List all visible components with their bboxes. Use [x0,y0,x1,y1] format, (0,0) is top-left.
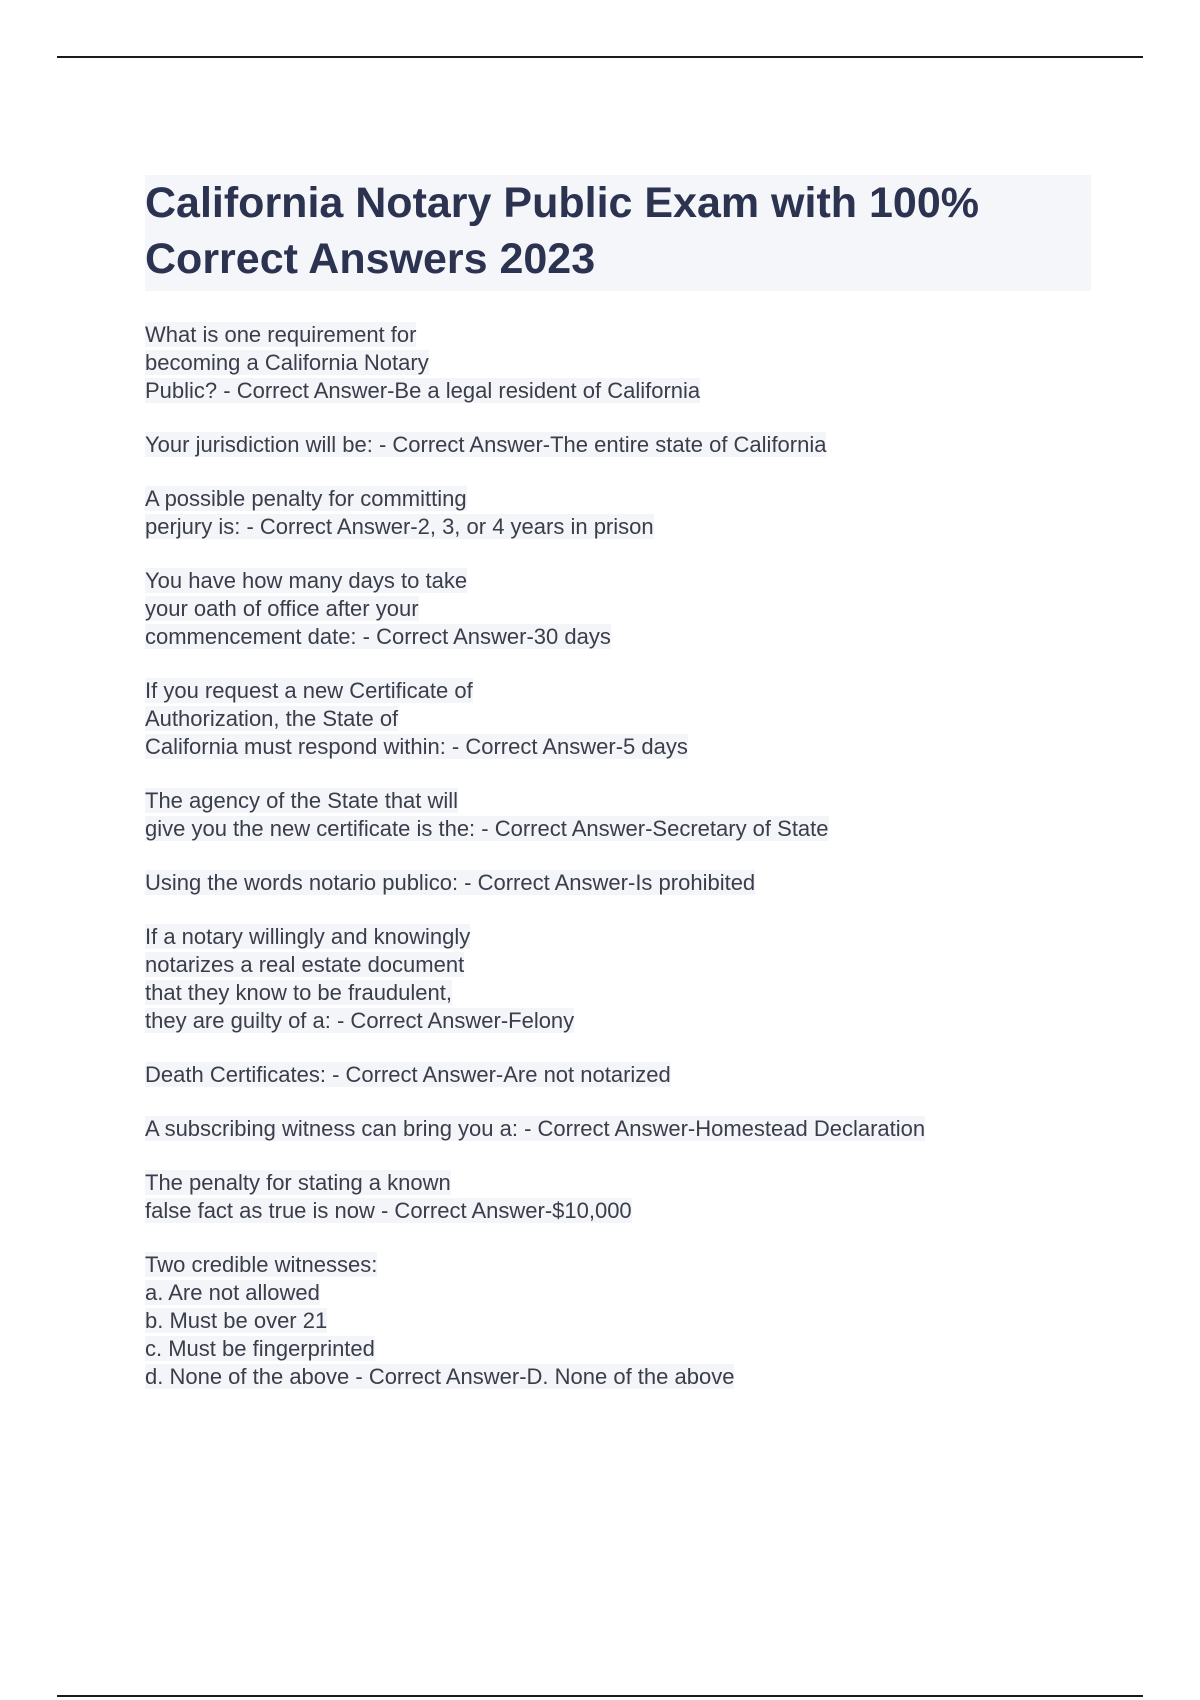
qa-line-text: Two credible witnesses: [145,1252,378,1277]
bottom-rule [57,1695,1143,1697]
qa-line-text: d. None of the above - Correct Answer-D. None of the above [145,1364,735,1389]
qa-item [145,1115,1085,1143]
qa-item [145,321,1085,405]
qa-item [145,787,1085,843]
qa-line [145,567,1085,595]
qa-item [145,923,1085,1035]
qa-line [145,677,1085,705]
qa-line-text: If you request a new Certificate of [145,678,473,703]
qa-item [145,1251,1085,1391]
qa-line-text: b. Must be over 21 [145,1308,328,1333]
qa-line-text: commencement date: - Correct Answer-30 days [145,624,611,649]
qa-line-text: that they know to be fraudulent, [145,980,452,1005]
qa-line-text: a. Are not allowed [145,1280,320,1305]
qa-line [145,377,1085,405]
qa-line [145,1335,1085,1363]
qa-line-text: Your jurisdiction will be: - Correct Answer-The entire state of California [145,432,827,457]
qa-line-text: give you the new certificate is the: - Correct Answer-Secretary of State [145,816,829,841]
qa-line-text: false fact as true is now - Correct Answer-$10,000 [145,1198,632,1223]
qa-line [145,1169,1085,1197]
qa-line-text: c. Must be fingerprinted [145,1336,375,1361]
qa-line [145,513,1085,541]
qa-line [145,321,1085,349]
qa-line [145,733,1085,761]
qa-line-text: notarizes a real estate document [145,952,465,977]
qa-item [145,567,1085,651]
qa-line [145,1061,1085,1089]
document-title [145,175,1085,287]
title-line-1: California Notary Public Exam with 100% [145,179,979,227]
qa-line [145,485,1085,513]
qa-line [145,1363,1085,1391]
qa-line-text: You have how many days to take [145,568,468,593]
qa-line-text: Using the words notario publico: - Correct Answer-Is prohibited [145,870,756,895]
qa-line [145,1279,1085,1307]
qa-line-text: What is one requirement for [145,322,417,347]
qa-item [145,677,1085,761]
document-body [145,175,1085,1417]
top-rule [57,56,1143,58]
qa-line-text: becoming a California Notary [145,350,429,375]
qa-item [145,1169,1085,1225]
qa-line [145,705,1085,733]
qa-line-text: Authorization, the State of [145,706,399,731]
qa-line-text: Public? - Correct Answer-Be a legal resident of California [145,378,701,403]
qa-line [145,951,1085,979]
qa-line-text: A possible penalty for committing [145,486,467,511]
qa-line-text: A subscribing witness can bring you a: - Correct Answer-Homestead Declaration [145,1116,926,1141]
qa-line [145,869,1085,897]
qa-line [145,1115,1085,1143]
qa-line [145,431,1085,459]
qa-line [145,923,1085,951]
qa-line [145,595,1085,623]
qa-line-text: The penalty for stating a known [145,1170,451,1195]
qa-line-text: they are guilty of a: - Correct Answer-Felony [145,1008,575,1033]
qa-line [145,1251,1085,1279]
qa-line-text: California must respond within: - Correct Answer-5 days [145,734,688,759]
qa-line [145,623,1085,651]
qa-line [145,1197,1085,1225]
title-block [145,175,1091,291]
qa-line [145,1307,1085,1335]
qa-item [145,485,1085,541]
qa-line [145,815,1085,843]
qa-line-text: perjury is: - Correct Answer-2, 3, or 4 years in prison [145,514,654,539]
qa-line [145,979,1085,1007]
qa-item [145,1061,1085,1089]
qa-line-text: If a notary willingly and knowingly [145,924,471,949]
qa-line-text: Death Certificates: - Correct Answer-Are not notarized [145,1062,671,1087]
qa-item [145,431,1085,459]
title-line-2: Correct Answers 2023 [145,235,596,283]
qa-line [145,787,1085,815]
qa-list [145,321,1085,1391]
qa-line-text: your oath of office after your [145,596,419,621]
qa-line [145,1007,1085,1035]
qa-item [145,869,1085,897]
qa-line-text: The agency of the State that will [145,788,459,813]
qa-line [145,349,1085,377]
